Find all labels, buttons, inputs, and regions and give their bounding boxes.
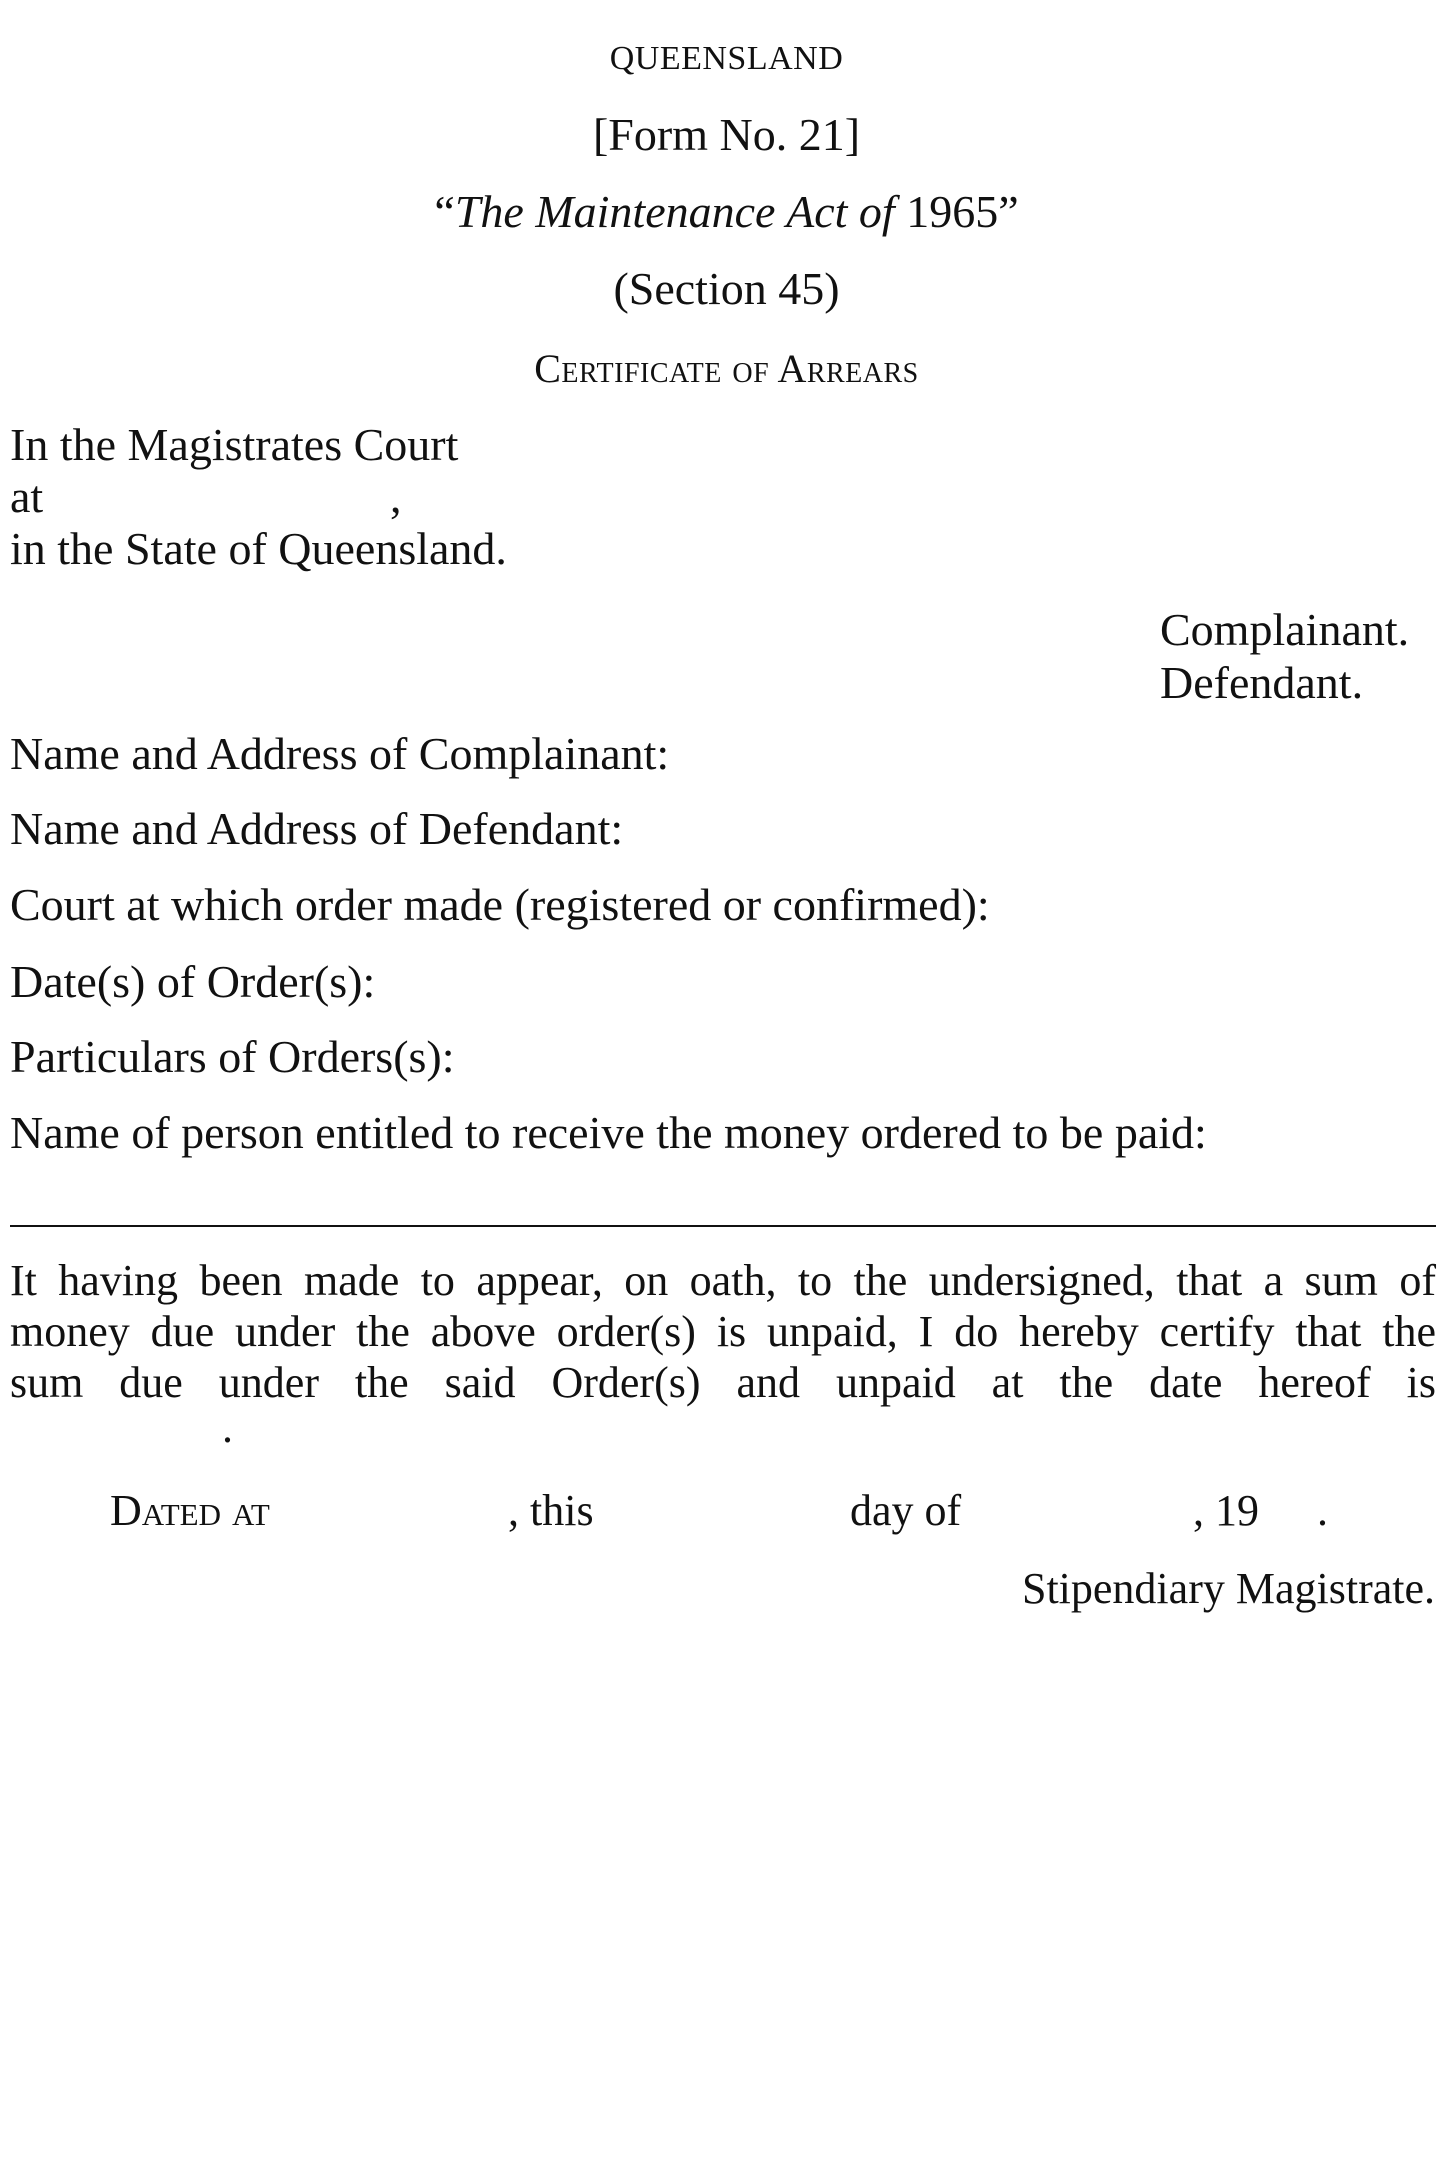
field-order-particulars: Particulars of Orders(s): <box>10 1031 455 1082</box>
dated-at-label: Dated at <box>110 1486 270 1535</box>
dated-day-of-label: day of <box>850 1486 962 1535</box>
certification-amount-stop: . <box>222 1403 233 1452</box>
field-payee-name: Name of person entitled to receive the money ordered to be paid: <box>10 1107 1207 1158</box>
field-court-of-order: Court at which order made (registered or confirmed): <box>10 879 990 930</box>
defendant-label: Defendant. <box>1160 657 1364 708</box>
signature-title: Stipendiary Magistrate. <box>1021 1564 1435 1613</box>
dated-year-prefix: , 19 <box>1193 1486 1259 1535</box>
court-line-comma: , <box>390 471 402 522</box>
certification-line: money due under the above order(s) is unpaid, I do hereby certify that the <box>10 1307 1436 1356</box>
form-title: Certificate of Arrears <box>534 346 919 391</box>
dated-this-label: , this <box>508 1486 594 1535</box>
field-complainant-details: Name and Address of Complainant: <box>10 728 670 779</box>
section-divider <box>10 1225 1436 1227</box>
act-title <box>0 185 1453 238</box>
certification-line: It having been made to appear, on oath, to the undersigned, that a sum of <box>10 1256 1436 1305</box>
form-number: [Form No. 21] <box>592 109 861 160</box>
dated-stop: . <box>1317 1486 1328 1535</box>
act-open-quote: “ <box>434 186 455 237</box>
state-header: QUEENSLAND <box>609 40 844 77</box>
court-line-at: at <box>10 471 44 522</box>
field-defendant-details: Name and Address of Defendant: <box>10 803 624 854</box>
act-year: 1965” <box>894 186 1019 237</box>
section-reference: (Section 45) <box>613 263 840 314</box>
act-title-italic: The Maintenance Act of <box>454 186 895 237</box>
complainant-label: Complainant. <box>1160 604 1410 655</box>
court-line-state: in the State of Queensland. <box>10 523 507 574</box>
certification-paragraph <box>10 1255 1436 1408</box>
court-line-magistrates: In the Magistrates Court <box>10 419 459 470</box>
field-order-dates: Date(s) of Order(s): <box>10 956 376 1007</box>
certification-line: sum due under the said Order(s) and unpaid at the date hereof is <box>10 1358 1436 1407</box>
